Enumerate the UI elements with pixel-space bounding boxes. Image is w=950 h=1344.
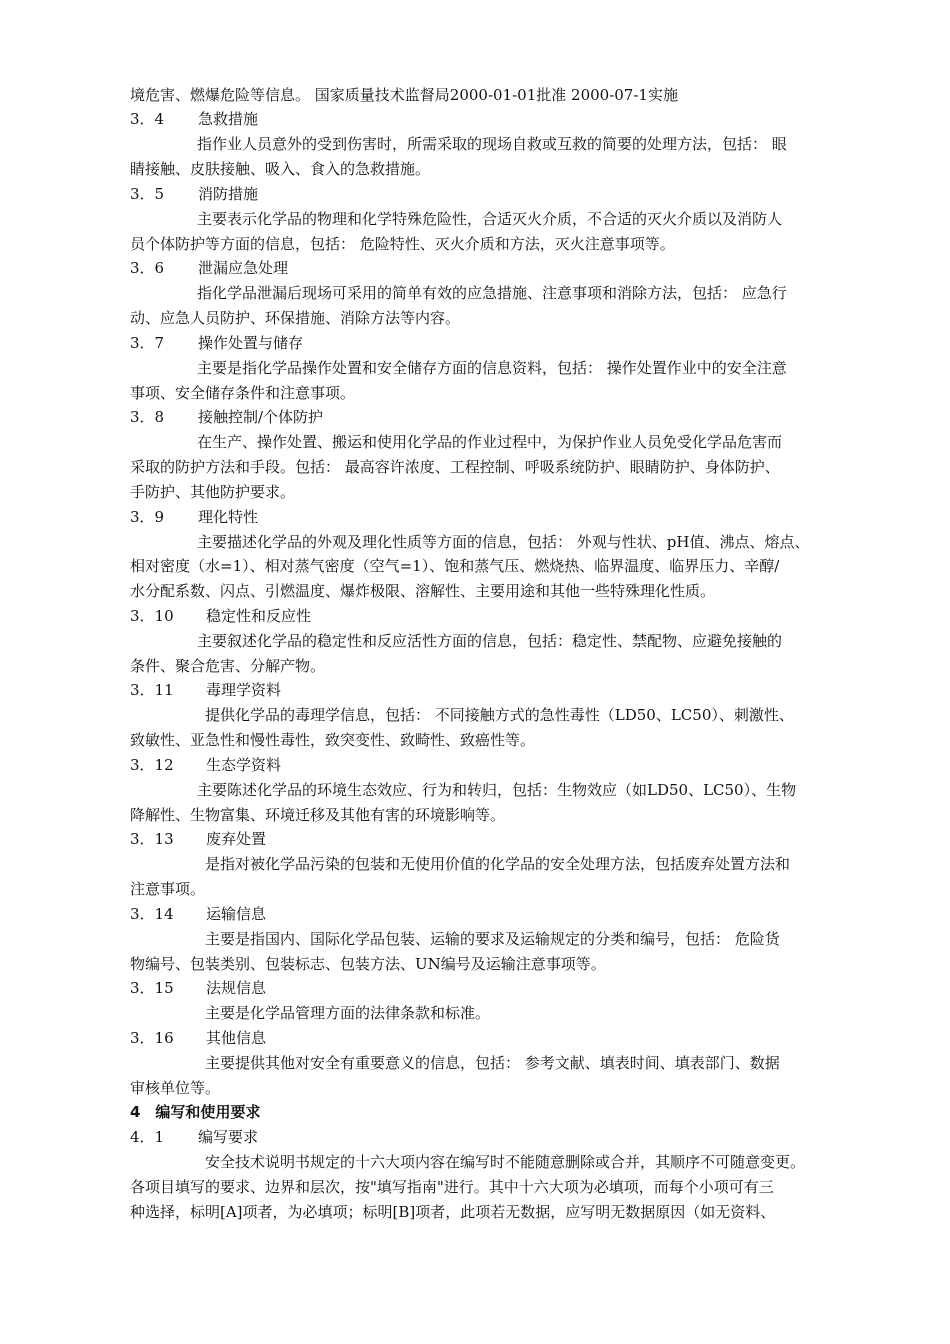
- section-title: 法规信息: [206, 979, 267, 997]
- body-line: 主要表示化学品的物理和化学特殊危险性，合适灭火介质，不合适的灭火介质以及消防人: [197, 210, 783, 228]
- section-number: 3．15: [130, 979, 174, 997]
- section-title: 理化特性: [198, 508, 259, 526]
- body-line: 主要描述化学品的外观及理化性质等方面的信息，包括： 外观与性状、pH值、沸点、熔点、: [197, 533, 810, 551]
- body-line: 手防护、其他防护要求。: [130, 483, 296, 501]
- body-line: 员个体防护等方面的信息，包括： 危险特性、灭火介质和方法，灭火注意事项等。: [130, 235, 675, 253]
- body-line: 降解性、生物富集、环境迁移及其他有害的环境影响等。: [130, 806, 506, 824]
- body-line: 主要是化学品管理方面的法律条款和标准。: [205, 1004, 491, 1022]
- section-number: 3．8: [130, 408, 165, 426]
- body-line: 条件、聚合危害、分解产物。: [130, 657, 326, 675]
- section-number: 3．9: [130, 508, 165, 526]
- body-line: 致敏性、亚急性和慢性毒性，致突变性、致畸性、致癌性等。: [130, 731, 536, 749]
- body-line: 安全技术说明书规定的十六大项内容在编写时不能随意删除或合并，其顺序不可随意变更。: [205, 1153, 806, 1171]
- body-line: 是指对被化学品污染的包装和无使用价值的化学品的安全处理方法，包括废弃处置方法和: [205, 855, 791, 873]
- body-line: 种选择，标明[A]项者，为必填项；标明[B]项者，此项若无数据，应写明无数据原因（如无资料、: [130, 1203, 776, 1221]
- body-line: 指作业人员意外的受到伤害时，所需采取的现场自救或互救的简要的处理方法，包括： 眼: [197, 135, 787, 153]
- section-title: 泄漏应急处理: [198, 259, 289, 277]
- section-title: 消防措施: [198, 185, 259, 203]
- section-title: 运输信息: [206, 905, 267, 923]
- section-title: 废弃处置: [206, 830, 267, 848]
- section-number: 3．4: [130, 110, 165, 128]
- body-line: 相对密度（水=1）、相对蒸气密度（空气=1）、饱和蒸气压、燃烧热、临界温度、临界压力、辛醇/: [130, 557, 780, 575]
- body-line: 注意事项。: [130, 880, 206, 898]
- body-line: 动、应急人员防护、环保措施、消除方法等内容。: [130, 309, 461, 327]
- body-line: 主要叙述化学品的稳定性和反应活性方面的信息，包括：稳定性、禁配物、应避免接触的: [197, 632, 783, 650]
- body-line: 各项目填写的要求、边界和层次，按"填写指南"进行。其中十六大项为必填项，而每个小项可有三: [130, 1178, 774, 1196]
- section-title: 生态学资料: [206, 756, 282, 774]
- body-line: 主要是指国内、国际化学品包装、运输的要求及运输规定的分类和编号，包括： 危险货: [205, 930, 780, 948]
- section-number: 3．5: [130, 185, 165, 203]
- section-number: 3．16: [130, 1029, 174, 1047]
- body-line: 主要陈述化学品的环境生态效应、行为和转归，包括：生物效应（如LD50、LC50）、生物: [197, 781, 797, 799]
- section-title: 急救措施: [198, 110, 259, 128]
- body-line: 事项、安全储存条件和注意事项。: [130, 384, 356, 402]
- section-number: 3．12: [130, 756, 174, 774]
- body-line: 境危害、燃爆危险等信息。 国家质量技术监督局2000-01-01批准 2000-07-1实施: [130, 86, 678, 104]
- chapter-heading: 4 编写和使用要求: [130, 1103, 261, 1121]
- section-title: 编写要求: [198, 1128, 259, 1146]
- section-number: 3．10: [130, 607, 174, 625]
- body-line: 睛接触、皮肤接触、吸入、食入的急救措施。: [130, 160, 431, 178]
- body-line: 在生产、操作处置、搬运和使用化学品的作业过程中，为保护作业人员免受化学品危害而: [197, 433, 783, 451]
- section-number: 3．11: [130, 681, 174, 699]
- body-line: 审核单位等。: [130, 1079, 221, 1097]
- body-line: 水分配系数、闪点、引燃温度、爆炸极限、溶解性、主要用途和其他一些特殊理化性质。: [130, 582, 716, 600]
- section-title: 接触控制/个体防护: [198, 408, 324, 426]
- section-number: 3．6: [130, 259, 165, 277]
- section-number: 3．7: [130, 334, 165, 352]
- body-line: 提供化学品的毒理学信息，包括： 不同接触方式的急性毒性（LD50、LC50）、刺激性、: [205, 706, 794, 724]
- section-number: 4．1: [130, 1128, 165, 1146]
- section-title: 其他信息: [206, 1029, 267, 1047]
- body-line: 主要提供其他对安全有重要意义的信息，包括： 参考文献、填表时间、填表部门、数据: [205, 1054, 780, 1072]
- section-number: 3．13: [130, 830, 174, 848]
- section-title: 稳定性和反应性: [206, 607, 312, 625]
- section-title: 毒理学资料: [206, 681, 282, 699]
- section-number: 3．14: [130, 905, 174, 923]
- section-title: 操作处置与储存: [198, 334, 304, 352]
- body-line: 采取的防护方法和手段。包括： 最高容许浓度、工程控制、呼吸系统防护、眼睛防护、身体防护、: [130, 458, 780, 476]
- body-line: 主要是指化学品操作处置和安全储存方面的信息资料，包括： 操作处置作业中的安全注意: [197, 359, 787, 377]
- body-line: 物编号、包装类别、包装标志、包装方法、UN编号及运输注意事项等。: [130, 955, 606, 973]
- body-line: 指化学品泄漏后现场可采用的简单有效的应急措施、注意事项和消除方法，包括： 应急行: [197, 284, 787, 302]
